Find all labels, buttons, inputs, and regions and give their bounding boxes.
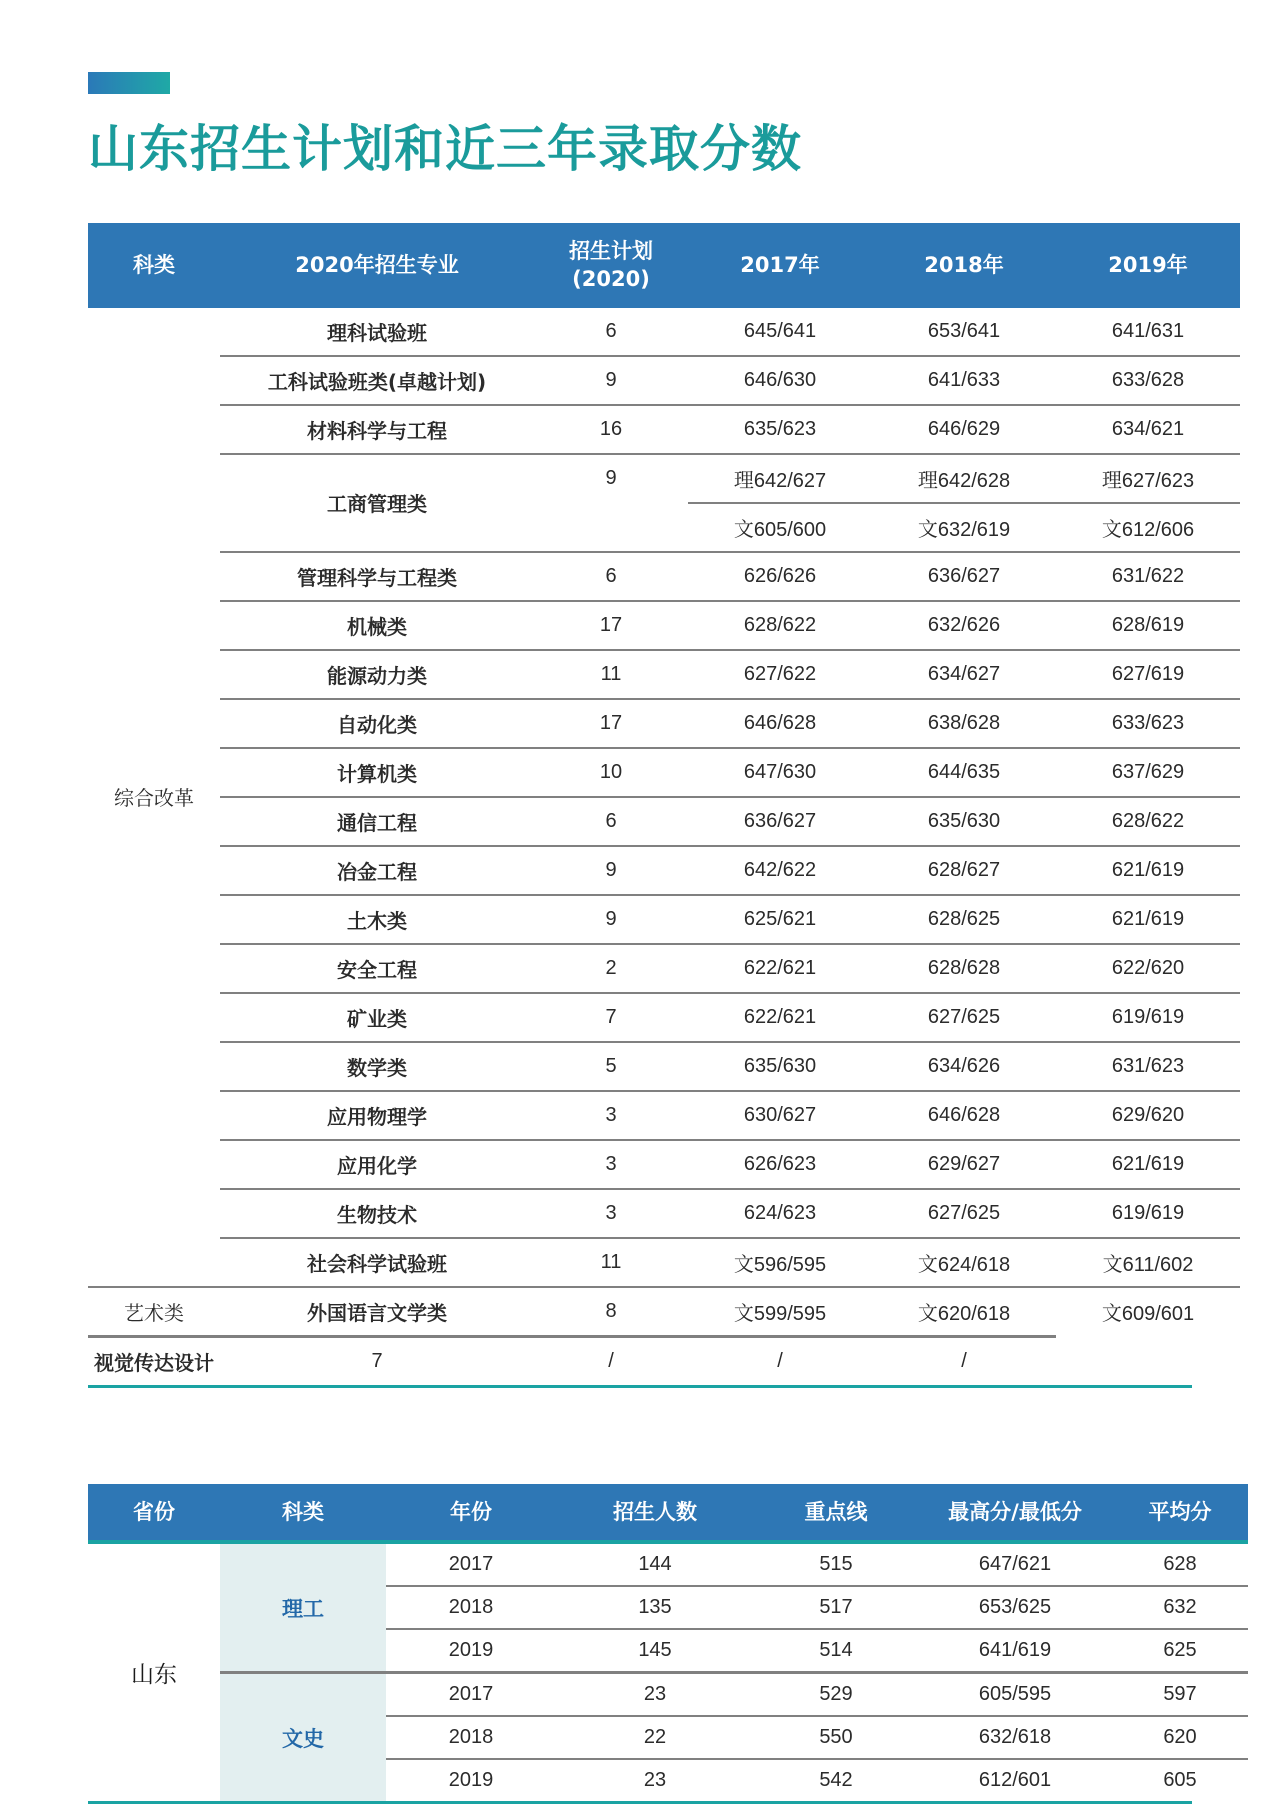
score-2019-cell: 621/619 bbox=[1056, 1140, 1240, 1189]
table-row bbox=[88, 1042, 1240, 1091]
major-name-cell: 能源动力类 bbox=[220, 650, 534, 699]
category-cell: 综合改革 bbox=[88, 308, 220, 1287]
score-2017-cell: 627/622 bbox=[688, 650, 872, 699]
score-2019-cell: 633/628 bbox=[1056, 356, 1240, 405]
enrolled-count-cell: 22 bbox=[556, 1716, 754, 1759]
plan-count-cell: 6 bbox=[534, 308, 688, 356]
major-name-cell: 理科试验班 bbox=[220, 308, 534, 356]
high-low-score-cell: 632/618 bbox=[918, 1716, 1112, 1759]
table-row bbox=[88, 895, 1240, 944]
score-2018-cell: 文620/618 bbox=[872, 1287, 1056, 1337]
score-2018-cell: 644/635 bbox=[872, 748, 1056, 797]
score-2019-cell: 641/631 bbox=[1056, 308, 1240, 356]
score-2019-cell: 619/619 bbox=[1056, 993, 1240, 1042]
plan-count-cell: 3 bbox=[534, 1189, 688, 1238]
year-cell: 2017 bbox=[386, 1673, 556, 1717]
col-header-province: 省份 bbox=[88, 1484, 220, 1542]
score-2017-cell: 646/628 bbox=[688, 699, 872, 748]
plan-count-cell: 3 bbox=[534, 1140, 688, 1189]
score-2017-cell: 635/623 bbox=[688, 405, 872, 454]
table-row bbox=[88, 1542, 1248, 1586]
enrolled-count-cell: 23 bbox=[556, 1673, 754, 1717]
major-name-cell: 机械类 bbox=[220, 601, 534, 650]
table-row bbox=[88, 1140, 1240, 1189]
enrolled-count-cell: 23 bbox=[556, 1759, 754, 1801]
major-name-cell: 应用物理学 bbox=[220, 1091, 534, 1140]
col-header-key-line: 重点线 bbox=[754, 1484, 918, 1542]
score-2019-cell: 文612/606 bbox=[1056, 503, 1240, 552]
subject-category-cell: 文史 bbox=[220, 1673, 386, 1802]
score-2017-cell: 635/630 bbox=[688, 1042, 872, 1091]
col-header-2017: 2017年 bbox=[688, 223, 872, 308]
table-row bbox=[88, 1238, 1240, 1287]
plan-count-cell: 16 bbox=[534, 405, 688, 454]
average-score-cell: 597 bbox=[1112, 1673, 1248, 1717]
year-cell: 2019 bbox=[386, 1629, 556, 1673]
high-low-score-cell: 605/595 bbox=[918, 1673, 1112, 1717]
average-score-cell: 605 bbox=[1112, 1759, 1248, 1801]
score-2017-cell: 626/626 bbox=[688, 552, 872, 601]
score-2017-cell: 646/630 bbox=[688, 356, 872, 405]
page-title: 山东招生计划和近三年录取分数 bbox=[88, 120, 802, 178]
score-2018-cell: 638/628 bbox=[872, 699, 1056, 748]
score-2017-cell: / bbox=[534, 1336, 688, 1385]
score-2018-cell: 628/627 bbox=[872, 846, 1056, 895]
score-2017-cell: 文605/600 bbox=[688, 503, 872, 552]
table-row bbox=[88, 405, 1240, 454]
province-header-row bbox=[88, 1484, 1248, 1542]
score-2019-cell: 622/620 bbox=[1056, 944, 1240, 993]
key-line-cell: 514 bbox=[754, 1629, 918, 1673]
score-2018-cell: 646/628 bbox=[872, 1091, 1056, 1140]
category-cell: 艺术类 bbox=[88, 1287, 220, 1337]
table-row bbox=[88, 356, 1240, 405]
score-2018-cell: 641/633 bbox=[872, 356, 1056, 405]
table-row bbox=[88, 1336, 1240, 1385]
score-2017-cell: 628/622 bbox=[688, 601, 872, 650]
table-row bbox=[88, 1673, 1248, 1717]
plan-count-cell: 6 bbox=[534, 797, 688, 846]
score-2019-cell: 理627/623 bbox=[1056, 454, 1240, 503]
table-row bbox=[88, 993, 1240, 1042]
score-2018-cell: 635/630 bbox=[872, 797, 1056, 846]
score-2018-cell: 632/626 bbox=[872, 601, 1056, 650]
high-low-score-cell: 647/621 bbox=[918, 1542, 1112, 1586]
key-line-cell: 517 bbox=[754, 1586, 918, 1629]
major-name-cell: 材料科学与工程 bbox=[220, 405, 534, 454]
major-name-cell: 生物技术 bbox=[220, 1189, 534, 1238]
col-header-enrolled: 招生人数 bbox=[556, 1484, 754, 1542]
score-2017-cell: 626/623 bbox=[688, 1140, 872, 1189]
score-2017-cell: 文596/595 bbox=[688, 1238, 872, 1287]
enrolled-count-cell: 144 bbox=[556, 1542, 754, 1586]
col-header-major: 2020年招生专业 bbox=[220, 223, 534, 308]
plan-count-cell: 11 bbox=[534, 1238, 688, 1287]
score-2019-cell: 621/619 bbox=[1056, 895, 1240, 944]
major-name-cell: 应用化学 bbox=[220, 1140, 534, 1189]
col-header-2018: 2018年 bbox=[872, 223, 1056, 308]
major-name-cell: 社会科学试验班 bbox=[220, 1238, 534, 1287]
score-2018-cell: 653/641 bbox=[872, 308, 1056, 356]
col-header-2019: 2019年 bbox=[1056, 223, 1240, 308]
table-row bbox=[88, 944, 1240, 993]
majors-table-head bbox=[88, 223, 1240, 308]
province-table-wrapper bbox=[88, 1484, 1212, 1804]
year-cell: 2018 bbox=[386, 1586, 556, 1629]
score-2019-cell: / bbox=[872, 1336, 1056, 1385]
table-row bbox=[88, 1091, 1240, 1140]
score-2017-cell: 624/623 bbox=[688, 1189, 872, 1238]
table-row bbox=[88, 552, 1240, 601]
major-name-cell: 外国语言文学类 bbox=[220, 1287, 534, 1337]
score-2017-cell: 645/641 bbox=[688, 308, 872, 356]
plan-count-cell: 5 bbox=[534, 1042, 688, 1091]
majors-table-body bbox=[88, 308, 1240, 1385]
high-low-score-cell: 641/619 bbox=[918, 1629, 1112, 1673]
score-2019-cell: 637/629 bbox=[1056, 748, 1240, 797]
score-2019-cell: 619/619 bbox=[1056, 1189, 1240, 1238]
province-table-head bbox=[88, 1484, 1248, 1542]
score-2018-cell: 627/625 bbox=[872, 993, 1056, 1042]
major-name-cell: 管理科学与工程类 bbox=[220, 552, 534, 601]
tables-spacer bbox=[0, 1388, 1280, 1484]
score-2017-cell: 文599/595 bbox=[688, 1287, 872, 1337]
plan-count-cell: 9 bbox=[534, 846, 688, 895]
enrolled-count-cell: 145 bbox=[556, 1629, 754, 1673]
score-2019-cell: 629/620 bbox=[1056, 1091, 1240, 1140]
plan-count-cell: 9 bbox=[534, 454, 688, 503]
province-cell: 山东 bbox=[88, 1542, 220, 1801]
col-header-year: 年份 bbox=[386, 1484, 556, 1542]
score-2017-cell: 622/621 bbox=[688, 944, 872, 993]
score-2018-cell: 634/627 bbox=[872, 650, 1056, 699]
table-row bbox=[88, 797, 1240, 846]
page-header bbox=[0, 0, 1280, 177]
major-name-cell: 土木类 bbox=[220, 895, 534, 944]
plan-count-cell: 9 bbox=[534, 356, 688, 405]
table-row bbox=[88, 1287, 1240, 1337]
major-name-cell: 矿业类 bbox=[220, 993, 534, 1042]
score-2018-cell: 646/629 bbox=[872, 405, 1056, 454]
major-name-cell: 冶金工程 bbox=[220, 846, 534, 895]
col-header-plan-line1: 招生计划 bbox=[569, 239, 653, 263]
majors-header-row bbox=[88, 223, 1240, 308]
major-name-cell: 自动化类 bbox=[220, 699, 534, 748]
score-2018-cell: / bbox=[688, 1336, 872, 1385]
score-2017-cell: 625/621 bbox=[688, 895, 872, 944]
score-2019-cell: 628/619 bbox=[1056, 601, 1240, 650]
plan-count-cell: 17 bbox=[534, 699, 688, 748]
plan-count-cell: 11 bbox=[534, 650, 688, 699]
high-low-score-cell: 612/601 bbox=[918, 1759, 1112, 1801]
year-cell: 2019 bbox=[386, 1759, 556, 1801]
score-2018-cell: 627/625 bbox=[872, 1189, 1056, 1238]
score-2017-cell: 647/630 bbox=[688, 748, 872, 797]
key-line-cell: 515 bbox=[754, 1542, 918, 1586]
plan-count-cell bbox=[534, 503, 688, 552]
plan-count-cell: 2 bbox=[534, 944, 688, 993]
table-row bbox=[88, 846, 1240, 895]
accent-bar bbox=[88, 72, 170, 94]
table-row bbox=[88, 699, 1240, 748]
plan-count-cell: 3 bbox=[534, 1091, 688, 1140]
average-score-cell: 620 bbox=[1112, 1716, 1248, 1759]
plan-count-cell: 9 bbox=[534, 895, 688, 944]
score-2017-cell: 622/621 bbox=[688, 993, 872, 1042]
score-2019-cell: 631/623 bbox=[1056, 1042, 1240, 1091]
score-2018-cell: 理642/628 bbox=[872, 454, 1056, 503]
average-score-cell: 628 bbox=[1112, 1542, 1248, 1586]
plan-count-cell: 10 bbox=[534, 748, 688, 797]
high-low-score-cell: 653/625 bbox=[918, 1586, 1112, 1629]
key-line-cell: 542 bbox=[754, 1759, 918, 1801]
score-2017-cell: 636/627 bbox=[688, 797, 872, 846]
score-2019-cell: 633/623 bbox=[1056, 699, 1240, 748]
score-2018-cell: 636/627 bbox=[872, 552, 1056, 601]
score-2018-cell: 628/625 bbox=[872, 895, 1056, 944]
majors-table bbox=[88, 223, 1240, 1385]
score-2018-cell: 文632/619 bbox=[872, 503, 1056, 552]
score-2019-cell: 631/622 bbox=[1056, 552, 1240, 601]
score-2019-cell: 628/622 bbox=[1056, 797, 1240, 846]
score-2018-cell: 634/626 bbox=[872, 1042, 1056, 1091]
table-row bbox=[88, 601, 1240, 650]
plan-count-cell: 7 bbox=[220, 1336, 534, 1385]
score-2019-cell: 文609/601 bbox=[1056, 1287, 1240, 1337]
score-2018-cell: 文624/618 bbox=[872, 1238, 1056, 1287]
score-2017-cell: 理642/627 bbox=[688, 454, 872, 503]
col-header-plan-line2: (2020) bbox=[572, 267, 650, 292]
score-2019-cell: 634/621 bbox=[1056, 405, 1240, 454]
plan-count-cell: 8 bbox=[534, 1287, 688, 1337]
key-line-cell: 529 bbox=[754, 1673, 918, 1717]
plan-count-cell: 6 bbox=[534, 552, 688, 601]
average-score-cell: 625 bbox=[1112, 1629, 1248, 1673]
major-name-cell: 计算机类 bbox=[220, 748, 534, 797]
score-2017-cell: 642/622 bbox=[688, 846, 872, 895]
province-table bbox=[88, 1484, 1248, 1801]
score-2019-cell: 文611/602 bbox=[1056, 1238, 1240, 1287]
table-row bbox=[88, 748, 1240, 797]
score-2019-cell: 627/619 bbox=[1056, 650, 1240, 699]
major-name-cell: 安全工程 bbox=[220, 944, 534, 993]
year-cell: 2018 bbox=[386, 1716, 556, 1759]
score-2019-cell: 621/619 bbox=[1056, 846, 1240, 895]
subject-category-cell: 理工 bbox=[220, 1542, 386, 1673]
col-header-high-low: 最高分/最低分 bbox=[918, 1484, 1112, 1542]
table-row bbox=[88, 650, 1240, 699]
table-row bbox=[88, 454, 1240, 503]
table-row bbox=[88, 1189, 1240, 1238]
enrolled-count-cell: 135 bbox=[556, 1586, 754, 1629]
score-2017-cell: 630/627 bbox=[688, 1091, 872, 1140]
key-line-cell: 550 bbox=[754, 1716, 918, 1759]
majors-table-wrapper bbox=[88, 223, 1195, 1388]
year-cell: 2017 bbox=[386, 1542, 556, 1586]
major-name-cell: 数学类 bbox=[220, 1042, 534, 1091]
major-name-cell: 通信工程 bbox=[220, 797, 534, 846]
major-name-cell: 工商管理类 bbox=[220, 454, 534, 552]
col-header-average: 平均分 bbox=[1112, 1484, 1248, 1542]
col-header-subject-category: 科类 bbox=[220, 1484, 386, 1542]
col-header-category: 科类 bbox=[88, 223, 220, 308]
major-name-cell: 视觉传达设计 bbox=[88, 1336, 220, 1385]
score-2018-cell: 628/628 bbox=[872, 944, 1056, 993]
score-2018-cell: 629/627 bbox=[872, 1140, 1056, 1189]
average-score-cell: 632 bbox=[1112, 1586, 1248, 1629]
col-header-plan bbox=[534, 223, 688, 308]
province-table-body bbox=[88, 1542, 1248, 1801]
plan-count-cell: 7 bbox=[534, 993, 688, 1042]
major-name-cell: 工科试验班类(卓越计划) bbox=[220, 356, 534, 405]
plan-count-cell: 17 bbox=[534, 601, 688, 650]
table-row bbox=[88, 308, 1240, 356]
